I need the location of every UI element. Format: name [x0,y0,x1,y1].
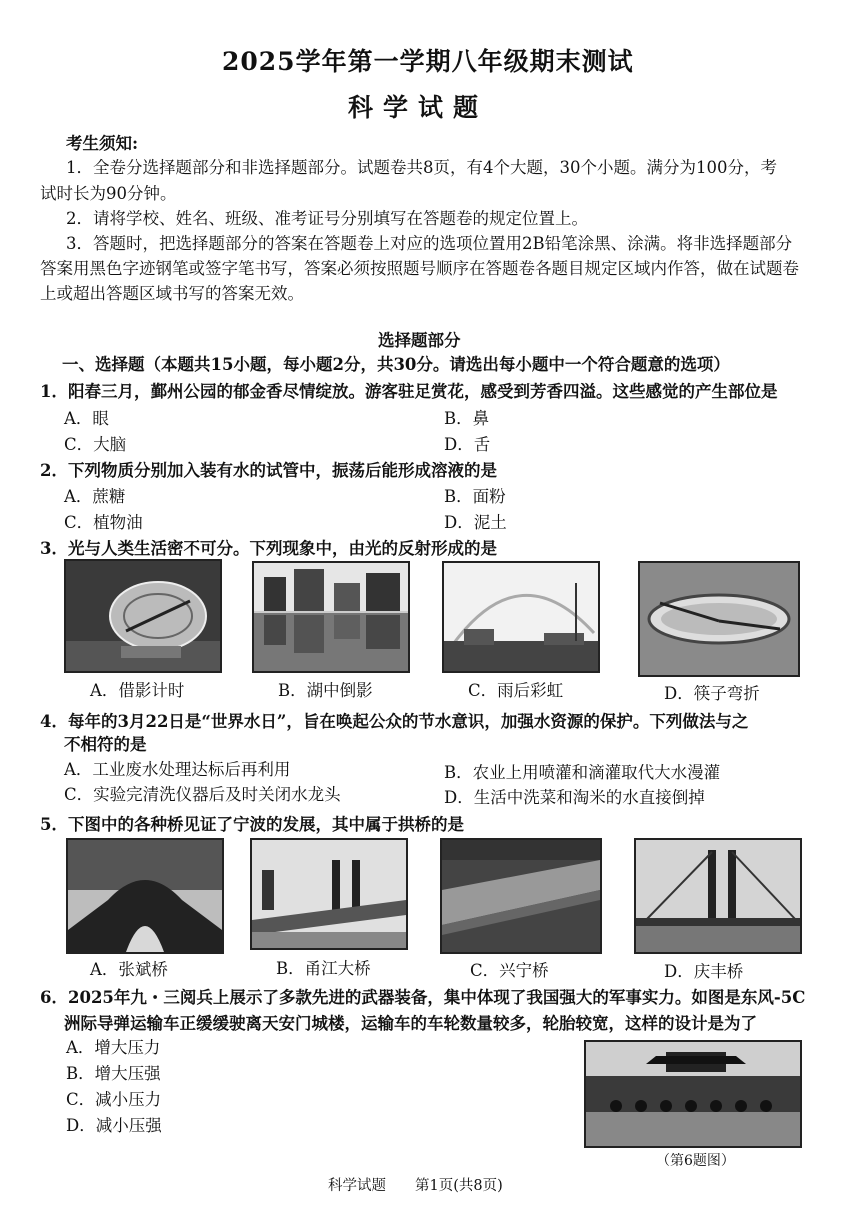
q2-option-d: D．泥土 [444,513,507,532]
xingning-bridge-photo [440,838,602,954]
q2-option-b: B．面粉 [444,487,506,506]
q5-option-d: D．庆丰桥 [664,962,744,981]
q3-stem: 3．光与人类生活密不可分。下列现象中，由光的反射形成的是 [40,539,497,558]
missile-vehicle-photo [584,1040,802,1148]
q6-option-d: D．减小压强 [66,1116,162,1135]
q4-stem: 4．每年的3月22日是“世界水日”，旨在唤起公众的节水意识，加强水资源的保护。下列做法与之 [40,712,749,731]
q4-option-d: D．生活中洗菜和淘米的水直接倒掉 [444,788,705,807]
q3-option-b: B．湖中倒影 [278,681,373,700]
q4-option-a: A．工业废水处理达标后再利用 [64,760,291,779]
lake-reflection-photo [252,561,410,673]
exam-subtitle: 科学试题 [348,93,489,122]
q2-option-a: A．蔗糖 [64,487,126,506]
q6-figure-caption: （第6题图） [656,1153,735,1169]
q1-stem: 1．阳春三月，鄞州公园的郁金香尽情绽放。游客驻足赏花，感受到芳香四溢。这些感觉的产生部位是 [40,382,778,401]
notice-item-1-cont: 试时长为90分钟。 [40,184,177,203]
q5-stem: 5．下图中的各种桥见证了宁波的发展，其中属于拱桥的是 [40,815,464,834]
q6-option-c: C．减小压力 [66,1090,162,1109]
part1-heading: 一、选择题（本题共15小题，每小题2分，共30分。请选出每小题中一个符合题意的选项） [62,355,730,374]
notice-heading: 考生须知: [66,134,139,153]
yongjiang-bridge-photo [250,838,408,950]
q5-option-c: C．兴宁桥 [470,961,549,980]
q5-option-a: A．张斌桥 [90,960,168,979]
q4-stem-cont: 不相符的是 [64,735,147,754]
q4-option-b: B．农业上用喷灌和滴灌取代大水漫灌 [444,763,721,782]
q2-option-c: C．植物油 [64,513,143,532]
notice-item-1: 1．全卷分选择题部分和非选择题部分。试题卷共8页，有4个大题，30个小题。满分为100分，考 [66,158,777,177]
notice-item-3-cont-1: 答案用黑色字迹钢笔或签字笔书写，答案必须按照题号顺序在答题卷各题目规定区域内作答，做在试题卷 [40,259,799,278]
q6-stem-cont: 洲际导弹运输车正缓缓驶离天安门城楼，运输车的车轮数量较多，轮胎较宽，这样的设计是为了 [64,1014,757,1033]
sundial-photo [64,559,222,673]
notice-item-3-cont-2: 上或超出答题区域书写的答案无效。 [40,284,304,303]
rainbow-photo [442,561,600,673]
q3-option-c: C．雨后彩虹 [468,681,564,700]
q1-option-a: A．眼 [64,409,109,428]
notice-item-2: 2．请将学校、姓名、班级、准考证号分别填写在答题卷的规定位置上。 [66,209,588,228]
q3-option-d: D．筷子弯折 [664,684,760,703]
notice-item-3: 3．答题时，把选择题部分的答案在答题卷上对应的选项位置用2B铅笔涂黑、涂满。将非选择题部分 [66,234,793,253]
q6-option-a: A．增大压力 [66,1038,161,1057]
q1-option-d: D．舌 [444,435,491,454]
page-footer: 科学试题 第1页(共8页) [328,1178,503,1194]
q6-option-b: B．增大压强 [66,1064,161,1083]
q4-option-c: C．实验完清洗仪器后及时关闭水龙头 [64,785,341,804]
q3-option-a: A．借影计时 [90,681,185,700]
q2-stem: 2．下列物质分别加入装有水的试管中，振荡后能形成溶液的是 [40,461,497,480]
zhangbin-bridge-photo [66,838,224,954]
q5-option-b: B．甬江大桥 [276,959,371,978]
exam-title: 2025学年第一学期八年级期末测试 [222,47,634,76]
q1-option-b: B．鼻 [444,409,490,428]
q6-stem: 6．2025年九・三阅兵上展示了多款先进的武器装备，集中体现了我国强大的军事实力。如图是东风-5C [40,988,806,1007]
q1-option-c: C．大脑 [64,435,127,454]
qingfeng-bridge-photo [634,838,802,954]
chopsticks-photo [638,561,800,677]
section-heading: 选择题部分 [378,331,461,350]
